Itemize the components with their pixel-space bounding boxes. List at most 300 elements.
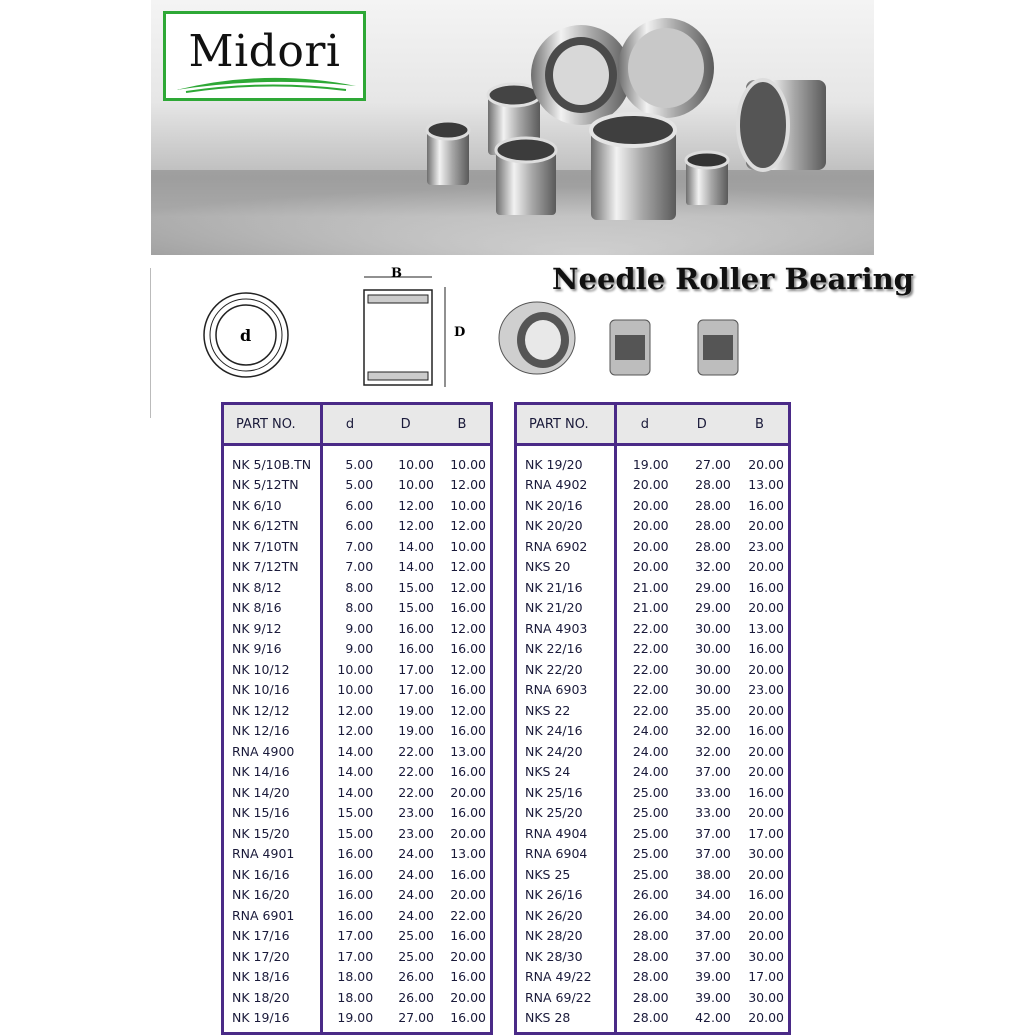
part-no-cell: RNA 6904	[516, 844, 616, 865]
outer-diameter-cell: 19.00	[398, 723, 434, 739]
inner-diameter-cell: 9.00	[345, 620, 374, 636]
outer-diameter-cell: 30.00	[695, 661, 731, 677]
width-cell: 12.00	[450, 579, 486, 595]
table-row	[223, 762, 492, 783]
table-row	[516, 721, 790, 742]
inner-diameter-cell: 20.00	[632, 518, 669, 534]
table-row	[223, 721, 492, 742]
width-cell: 16.00	[748, 887, 784, 903]
outer-diameter-cell: 14.00	[398, 538, 434, 554]
inner-diameter-cell: 22.00	[632, 682, 669, 698]
table-row	[223, 516, 492, 537]
part-no-cell: NK 28/30	[516, 946, 616, 967]
outer-diameter-cell: 26.00	[398, 969, 434, 985]
width-cell: 10.00	[450, 538, 486, 554]
table-row	[223, 885, 492, 906]
part-no-cell: NK 12/12	[223, 700, 322, 721]
table-row	[516, 475, 790, 496]
width-cell: 16.00	[450, 1010, 486, 1026]
table-row	[516, 741, 790, 762]
outer-diameter-cell: 24.00	[398, 866, 434, 882]
outer-diameter-cell: 17.00	[398, 682, 434, 698]
width-cell: 16.00	[450, 723, 486, 739]
outer-diameter-cell: 42.00	[695, 1010, 731, 1026]
width-cell: 10.00	[450, 456, 486, 472]
outer-diameter-cell: 33.00	[695, 805, 731, 821]
part-no-cell: NK 25/16	[516, 782, 616, 803]
part-no-cell: NK 9/16	[223, 639, 322, 660]
table-row	[516, 680, 790, 701]
width-cell: 13.00	[748, 620, 784, 636]
inner-diameter-cell: 14.00	[337, 764, 374, 780]
table-row	[223, 782, 492, 803]
outer-diameter-label: D	[454, 325, 466, 340]
outer-diameter-cell: 33.00	[695, 784, 731, 800]
width-cell: 20.00	[748, 518, 784, 534]
inner-diameter-label: d	[240, 326, 252, 345]
outer-diameter-cell: 28.00	[695, 497, 731, 513]
table-row	[516, 926, 790, 947]
part-no-cell: NK 7/12TN	[223, 557, 322, 578]
part-no-cell: NK 9/12	[223, 618, 322, 639]
inner-diameter-cell: 16.00	[337, 907, 374, 923]
part-no-cell: NK 18/16	[223, 967, 322, 988]
table-row	[516, 445, 790, 475]
width-cell: 30.00	[748, 846, 784, 862]
outer-diameter-cell: 38.00	[695, 866, 731, 882]
width-cell: 23.00	[748, 682, 784, 698]
table-row	[223, 1008, 492, 1034]
part-no-cell: RNA 49/22	[516, 967, 616, 988]
part-no-cell: NK 24/16	[516, 721, 616, 742]
width-cell: 16.00	[450, 969, 486, 985]
inner-diameter-cell: 6.00	[345, 518, 374, 534]
outer-diameter-cell: 23.00	[398, 825, 434, 841]
inner-diameter-cell: 20.00	[632, 538, 669, 554]
header-B: B	[434, 404, 492, 445]
table-row	[516, 864, 790, 885]
table-row	[516, 495, 790, 516]
outer-diameter-cell: 14.00	[398, 559, 434, 575]
inner-diameter-cell: 16.00	[337, 866, 374, 882]
part-no-cell: NKS 22	[516, 700, 616, 721]
table-row	[223, 803, 492, 824]
outer-diameter-cell: 32.00	[695, 723, 731, 739]
outer-diameter-cell: 34.00	[695, 887, 731, 903]
width-cell: 20.00	[748, 805, 784, 821]
table-row	[516, 885, 790, 906]
header-part-no: PART NO.	[223, 404, 322, 445]
outer-diameter-cell: 24.00	[398, 887, 434, 903]
outer-diameter-cell: 27.00	[695, 456, 731, 472]
part-no-cell: NK 28/20	[516, 926, 616, 947]
width-cell: 20.00	[450, 784, 486, 800]
width-cell: 30.00	[748, 989, 784, 1005]
table-row	[223, 639, 492, 660]
outer-diameter-cell: 22.00	[398, 764, 434, 780]
outer-diameter-cell: 25.00	[398, 948, 434, 964]
part-no-cell: NK 6/12TN	[223, 516, 322, 537]
inner-diameter-cell: 22.00	[632, 661, 669, 677]
part-no-cell: NK 19/20	[516, 445, 616, 475]
width-cell: 20.00	[748, 764, 784, 780]
part-no-cell: NK 12/16	[223, 721, 322, 742]
width-cell: 16.00	[748, 784, 784, 800]
width-cell: 20.00	[748, 661, 784, 677]
outer-diameter-cell: 19.00	[398, 702, 434, 718]
table-row	[516, 905, 790, 926]
outer-diameter-cell: 24.00	[398, 846, 434, 862]
part-no-cell: RNA 4902	[516, 475, 616, 496]
inner-diameter-cell: 26.00	[632, 907, 669, 923]
width-cell: 20.00	[748, 907, 784, 923]
part-no-cell: NK 17/16	[223, 926, 322, 947]
inner-diameter-cell: 28.00	[632, 928, 669, 944]
inner-diameter-cell: 24.00	[632, 764, 669, 780]
width-cell: 16.00	[450, 764, 486, 780]
width-cell: 12.00	[450, 518, 486, 534]
width-cell: 12.00	[450, 661, 486, 677]
outer-diameter-cell: 35.00	[695, 702, 731, 718]
inner-diameter-cell: 20.00	[632, 477, 669, 493]
inner-diameter-cell: 22.00	[632, 620, 669, 636]
width-cell: 16.00	[748, 497, 784, 513]
inner-diameter-cell: 28.00	[632, 948, 669, 964]
part-no-cell: NK 5/10B.TN	[223, 445, 322, 475]
header-d: d	[321, 404, 377, 445]
outer-diameter-cell: 15.00	[398, 579, 434, 595]
width-cell: 20.00	[450, 948, 486, 964]
table-row	[516, 639, 790, 660]
inner-diameter-cell: 22.00	[632, 641, 669, 657]
width-cell: 17.00	[748, 825, 784, 841]
inner-diameter-cell: 12.00	[337, 723, 374, 739]
outer-diameter-cell: 17.00	[398, 661, 434, 677]
outer-diameter-cell: 10.00	[398, 477, 434, 493]
inner-diameter-cell: 28.00	[632, 989, 669, 1005]
table-row	[516, 823, 790, 844]
header-d: d	[616, 404, 673, 445]
inner-diameter-cell: 24.00	[632, 723, 669, 739]
part-no-cell: NK 18/20	[223, 987, 322, 1008]
part-no-cell: NK 17/20	[223, 946, 322, 967]
width-cell: 16.00	[748, 641, 784, 657]
table-row	[223, 577, 492, 598]
width-cell: 16.00	[748, 723, 784, 739]
table-row	[516, 516, 790, 537]
part-no-cell: NK 7/10TN	[223, 536, 322, 557]
inner-diameter-cell: 22.00	[632, 702, 669, 718]
width-cell: 16.00	[450, 866, 486, 882]
table-row	[223, 905, 492, 926]
width-cell: 20.00	[748, 600, 784, 616]
table-row	[223, 946, 492, 967]
part-no-cell: RNA 6903	[516, 680, 616, 701]
table-row	[516, 557, 790, 578]
brand-logo	[163, 11, 366, 101]
inner-diameter-cell: 18.00	[337, 969, 374, 985]
outer-diameter-cell: 12.00	[398, 518, 434, 534]
table-row	[516, 659, 790, 680]
width-cell: 20.00	[748, 456, 784, 472]
width-cell: 16.00	[748, 579, 784, 595]
inner-diameter-cell: 24.00	[632, 743, 669, 759]
table-row	[516, 803, 790, 824]
outer-diameter-cell: 29.00	[695, 600, 731, 616]
width-cell: 20.00	[450, 989, 486, 1005]
width-cell: 22.00	[450, 907, 486, 923]
outer-diameter-cell: 29.00	[695, 579, 731, 595]
width-cell: 23.00	[748, 538, 784, 554]
part-no-cell: NK 8/12	[223, 577, 322, 598]
part-no-cell: NK 19/16	[223, 1008, 322, 1034]
inner-diameter-cell: 28.00	[632, 969, 669, 985]
width-cell: 12.00	[450, 477, 486, 493]
table-row	[516, 700, 790, 721]
part-no-cell: NKS 25	[516, 864, 616, 885]
outer-diameter-cell: 30.00	[695, 620, 731, 636]
part-no-cell: NK 26/16	[516, 885, 616, 906]
inner-diameter-cell: 19.00	[632, 456, 669, 472]
part-no-cell: NK 20/16	[516, 495, 616, 516]
header-D: D	[377, 404, 434, 445]
table-row	[516, 782, 790, 803]
side-view-diagram	[350, 265, 475, 395]
inner-diameter-cell: 20.00	[632, 497, 669, 513]
table-header-row	[223, 404, 492, 445]
outer-diameter-cell: 22.00	[398, 784, 434, 800]
width-cell: 20.00	[748, 702, 784, 718]
part-no-cell: NK 10/12	[223, 659, 322, 680]
header-B: B	[731, 404, 790, 445]
width-cell: 20.00	[748, 866, 784, 882]
part-no-cell: NK 26/20	[516, 905, 616, 926]
inner-diameter-cell: 5.00	[345, 456, 374, 472]
outer-diameter-cell: 26.00	[398, 989, 434, 1005]
part-no-cell: NK 6/10	[223, 495, 322, 516]
inner-diameter-cell: 7.00	[345, 559, 374, 575]
table-row	[223, 659, 492, 680]
outer-diameter-cell: 27.00	[398, 1010, 434, 1026]
table-row	[516, 762, 790, 783]
outer-diameter-cell: 22.00	[398, 743, 434, 759]
table-row	[223, 926, 492, 947]
inner-diameter-cell: 18.00	[337, 989, 374, 1005]
table-row	[223, 823, 492, 844]
width-cell: 20.00	[450, 825, 486, 841]
outer-diameter-cell: 30.00	[695, 682, 731, 698]
inner-diameter-cell: 8.00	[345, 579, 374, 595]
table-row	[516, 1008, 790, 1034]
bearing-section-icon-1	[605, 315, 655, 380]
width-label: B	[391, 266, 402, 281]
part-no-cell: RNA 4903	[516, 618, 616, 639]
outer-diameter-cell: 32.00	[695, 559, 731, 575]
table-header-row	[516, 404, 790, 445]
inner-diameter-cell: 28.00	[632, 1010, 669, 1026]
table-row	[516, 536, 790, 557]
inner-diameter-cell: 25.00	[632, 846, 669, 862]
part-no-cell: RNA 6901	[223, 905, 322, 926]
table-row	[223, 864, 492, 885]
inner-diameter-cell: 25.00	[632, 805, 669, 821]
table-row	[516, 844, 790, 865]
inner-diameter-cell: 21.00	[632, 579, 669, 595]
inner-diameter-cell: 9.00	[345, 641, 374, 657]
bearing-section-icon-2	[693, 315, 743, 380]
table-row	[516, 577, 790, 598]
part-no-cell: NK 24/20	[516, 741, 616, 762]
outer-diameter-cell: 37.00	[695, 764, 731, 780]
bearing-3d-icon	[497, 298, 582, 378]
spec-table-right	[514, 402, 791, 1035]
part-no-cell: NK 25/20	[516, 803, 616, 824]
part-no-cell: NK 15/16	[223, 803, 322, 824]
part-no-cell: NK 10/16	[223, 680, 322, 701]
width-cell: 13.00	[748, 477, 784, 493]
part-no-cell: NK 8/16	[223, 598, 322, 619]
logo-swoosh-icon	[176, 72, 356, 94]
part-no-cell: NK 22/16	[516, 639, 616, 660]
width-cell: 17.00	[748, 969, 784, 985]
table-row	[223, 557, 492, 578]
part-no-cell: NK 22/20	[516, 659, 616, 680]
width-cell: 13.00	[450, 743, 486, 759]
outer-diameter-cell: 16.00	[398, 641, 434, 657]
width-cell: 16.00	[450, 641, 486, 657]
width-cell: 20.00	[748, 559, 784, 575]
part-no-cell: NK 5/12TN	[223, 475, 322, 496]
width-cell: 20.00	[748, 743, 784, 759]
inner-diameter-cell: 17.00	[337, 948, 374, 964]
inner-diameter-cell: 12.00	[337, 702, 374, 718]
table-row	[223, 741, 492, 762]
part-no-cell: NK 16/20	[223, 885, 322, 906]
outer-diameter-cell: 28.00	[695, 518, 731, 534]
part-no-cell: NK 20/20	[516, 516, 616, 537]
outer-diameter-cell: 28.00	[695, 538, 731, 554]
outer-diameter-cell: 34.00	[695, 907, 731, 923]
outer-diameter-cell: 10.00	[398, 456, 434, 472]
outer-diameter-cell: 25.00	[398, 928, 434, 944]
part-no-cell: NK 21/20	[516, 598, 616, 619]
inner-diameter-cell: 14.00	[337, 743, 374, 759]
inner-diameter-cell: 20.00	[632, 559, 669, 575]
inner-diameter-cell: 7.00	[345, 538, 374, 554]
inner-diameter-cell: 16.00	[337, 887, 374, 903]
table-row	[516, 967, 790, 988]
width-cell: 12.00	[450, 559, 486, 575]
inner-diameter-cell: 15.00	[337, 825, 374, 841]
table-row	[516, 598, 790, 619]
table-row	[223, 967, 492, 988]
front-view-diagram	[200, 290, 310, 385]
width-cell: 20.00	[748, 928, 784, 944]
divider-line	[150, 268, 151, 418]
outer-diameter-cell: 24.00	[398, 907, 434, 923]
inner-diameter-cell: 10.00	[337, 682, 374, 698]
table-row	[516, 618, 790, 639]
inner-diameter-cell: 25.00	[632, 825, 669, 841]
outer-diameter-cell: 15.00	[398, 600, 434, 616]
table-row	[223, 680, 492, 701]
inner-diameter-cell: 5.00	[345, 477, 374, 493]
width-cell: 16.00	[450, 805, 486, 821]
table-row	[223, 700, 492, 721]
inner-diameter-cell: 8.00	[345, 600, 374, 616]
outer-diameter-cell: 30.00	[695, 641, 731, 657]
part-no-cell: RNA 4901	[223, 844, 322, 865]
outer-diameter-cell: 37.00	[695, 846, 731, 862]
part-no-cell: NK 14/16	[223, 762, 322, 783]
outer-diameter-cell: 37.00	[695, 928, 731, 944]
width-cell: 12.00	[450, 620, 486, 636]
inner-diameter-cell: 16.00	[337, 846, 374, 862]
header-D: D	[673, 404, 731, 445]
header-part-no: PART NO.	[516, 404, 616, 445]
table-row	[223, 475, 492, 496]
width-cell: 16.00	[450, 682, 486, 698]
part-no-cell: NK 14/20	[223, 782, 322, 803]
inner-diameter-cell: 6.00	[345, 497, 374, 513]
width-cell: 20.00	[748, 1010, 784, 1026]
outer-diameter-cell: 28.00	[695, 477, 731, 493]
width-cell: 20.00	[450, 887, 486, 903]
table-row	[223, 844, 492, 865]
table-row	[223, 598, 492, 619]
spec-table-left	[221, 402, 493, 1035]
inner-diameter-cell: 25.00	[632, 866, 669, 882]
part-no-cell: NK 16/16	[223, 864, 322, 885]
outer-diameter-cell: 37.00	[695, 825, 731, 841]
part-no-cell: NKS 24	[516, 762, 616, 783]
inner-diameter-cell: 17.00	[337, 928, 374, 944]
table-row	[223, 445, 492, 475]
inner-diameter-cell: 21.00	[632, 600, 669, 616]
inner-diameter-cell: 26.00	[632, 887, 669, 903]
outer-diameter-cell: 12.00	[398, 497, 434, 513]
width-cell: 16.00	[450, 600, 486, 616]
outer-diameter-cell: 23.00	[398, 805, 434, 821]
table-row	[223, 536, 492, 557]
part-no-cell: RNA 4900	[223, 741, 322, 762]
part-no-cell: RNA 4904	[516, 823, 616, 844]
table-row	[516, 987, 790, 1008]
table-row	[223, 495, 492, 516]
part-no-cell: RNA 69/22	[516, 987, 616, 1008]
inner-diameter-cell: 10.00	[337, 661, 374, 677]
width-cell: 16.00	[450, 928, 486, 944]
inner-diameter-cell: 15.00	[337, 805, 374, 821]
brand-name: Midori	[188, 26, 341, 77]
outer-diameter-cell: 39.00	[695, 969, 731, 985]
table-row	[223, 987, 492, 1008]
width-cell: 30.00	[748, 948, 784, 964]
outer-diameter-cell: 39.00	[695, 989, 731, 1005]
part-no-cell: NK 21/16	[516, 577, 616, 598]
table-row	[223, 618, 492, 639]
inner-diameter-cell: 19.00	[337, 1010, 374, 1026]
part-no-cell: RNA 6902	[516, 536, 616, 557]
page-title: Needle Roller Bearing	[552, 262, 914, 296]
width-cell: 10.00	[450, 497, 486, 513]
part-no-cell: NKS 28	[516, 1008, 616, 1034]
part-no-cell: NK 15/20	[223, 823, 322, 844]
outer-diameter-cell: 16.00	[398, 620, 434, 636]
inner-diameter-cell: 25.00	[632, 784, 669, 800]
width-cell: 12.00	[450, 702, 486, 718]
outer-diameter-cell: 37.00	[695, 948, 731, 964]
